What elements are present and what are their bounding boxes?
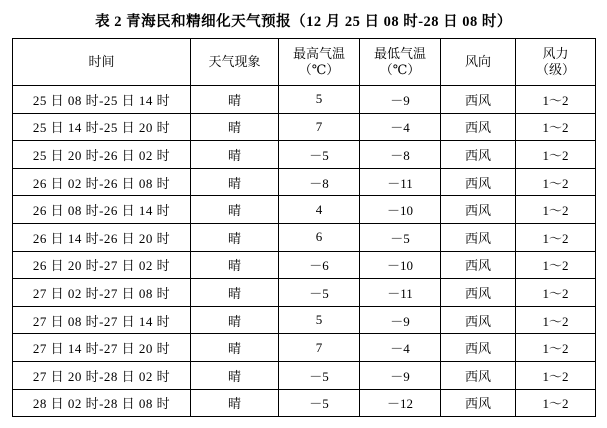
table-row [13,306,596,334]
cell-low-temp: －8 [360,141,441,169]
cell-low-temp: －12 [360,389,441,417]
cell-low-temp: －11 [360,168,441,196]
table-row [13,334,596,362]
column-header-time [13,39,191,86]
cell-low-temp: －10 [360,251,441,279]
cell-wind-level: 1～2 [516,306,596,334]
cell-wind-direction: 西风 [441,141,516,169]
table-row [13,389,596,417]
cell-phenomenon: 晴 [191,251,279,279]
cell-wind-level: 1～2 [516,279,596,307]
column-header-wind-level-line2: （级） [535,62,575,77]
table-row [13,113,596,141]
cell-wind-level: 1～2 [516,113,596,141]
column-header-high-temp-line2: （℃） [298,62,340,77]
column-header-high-temp-line1: 最高气温 [292,45,345,61]
cell-time: 27 日 20 时-28 日 02 时 [13,361,191,389]
table-header-row [13,39,596,86]
cell-phenomenon: 晴 [191,168,279,196]
cell-phenomenon: 晴 [191,279,279,307]
cell-high-temp: －5 [279,361,360,389]
cell-phenomenon: 晴 [191,113,279,141]
cell-low-temp: －4 [360,113,441,141]
cell-high-temp: 6 [279,223,360,251]
cell-time: 25 日 14 时-25 日 20 时 [13,113,191,141]
cell-wind-direction: 西风 [441,113,516,141]
cell-low-temp: －9 [360,306,441,334]
column-header-wind-level-line1: 风力 [542,45,569,61]
cell-phenomenon: 晴 [191,306,279,334]
cell-wind-direction: 西风 [441,361,516,389]
cell-time: 27 日 02 时-27 日 08 时 [13,279,191,307]
table-row [13,223,596,251]
cell-wind-direction: 西风 [441,196,516,224]
column-header-wind-direction [441,39,516,86]
cell-wind-level: 1～2 [516,251,596,279]
column-header-low-temp-line2: （℃） [379,62,421,77]
cell-low-temp: －4 [360,334,441,362]
cell-phenomenon: 晴 [191,334,279,362]
cell-phenomenon: 晴 [191,196,279,224]
column-header-phenomenon [191,39,279,86]
cell-phenomenon: 晴 [191,389,279,417]
table-row [13,361,596,389]
cell-time: 27 日 14 时-27 日 20 时 [13,334,191,362]
cell-wind-level: 1～2 [516,86,596,114]
cell-low-temp: －10 [360,196,441,224]
cell-time: 28 日 02 时-28 日 08 时 [13,389,191,417]
cell-phenomenon: 晴 [191,141,279,169]
cell-wind-level: 1～2 [516,334,596,362]
cell-wind-direction: 西风 [441,389,516,417]
cell-high-temp: 7 [279,113,360,141]
cell-wind-level: 1～2 [516,223,596,251]
cell-wind-direction: 西风 [441,279,516,307]
cell-time: 26 日 14 时-26 日 20 时 [13,223,191,251]
cell-time: 25 日 08 时-25 日 14 时 [13,86,191,114]
cell-time: 25 日 20 时-26 日 02 时 [13,141,191,169]
column-header-high-temp [279,39,360,86]
cell-high-temp: －5 [279,389,360,417]
cell-high-temp: 5 [279,306,360,334]
cell-phenomenon: 晴 [191,86,279,114]
column-header-low-temp-line1: 最低气温 [373,45,426,61]
cell-time: 27 日 08 时-27 日 14 时 [13,306,191,334]
cell-high-temp: 5 [279,86,360,114]
cell-wind-direction: 西风 [441,223,516,251]
cell-wind-direction: 西风 [441,251,516,279]
cell-time: 26 日 02 时-26 日 08 时 [13,168,191,196]
column-header-time-line1: 时间 [88,53,115,69]
table-row [13,251,596,279]
cell-wind-level: 1～2 [516,168,596,196]
column-header-phenomenon-line1: 天气现象 [208,53,261,69]
cell-time: 26 日 08 时-26 日 14 时 [13,196,191,224]
cell-time: 26 日 20 时-27 日 02 时 [13,251,191,279]
table-row [13,279,596,307]
cell-phenomenon: 晴 [191,223,279,251]
cell-wind-direction: 西风 [441,334,516,362]
cell-wind-level: 1～2 [516,196,596,224]
column-header-wind-direction-line1: 风向 [464,53,491,69]
cell-high-temp: －5 [279,141,360,169]
table-row [13,86,596,114]
weather-forecast-table [12,38,596,417]
cell-high-temp: －8 [279,168,360,196]
cell-low-temp: －9 [360,361,441,389]
cell-wind-direction: 西风 [441,86,516,114]
cell-wind-level: 1～2 [516,361,596,389]
cell-high-temp: －6 [279,251,360,279]
cell-low-temp: －9 [360,86,441,114]
table-row [13,196,596,224]
column-header-wind-level [516,39,596,86]
cell-wind-level: 1～2 [516,389,596,417]
cell-phenomenon: 晴 [191,361,279,389]
cell-low-temp: －5 [360,223,441,251]
cell-high-temp: －5 [279,279,360,307]
table-body [13,86,596,417]
cell-wind-direction: 西风 [441,306,516,334]
column-header-low-temp [360,39,441,86]
table-caption: 表 2 青海民和精细化天气预报（12 月 25 日 08 时-28 日 08 时） [95,14,512,30]
table-row [13,168,596,196]
cell-high-temp: 4 [279,196,360,224]
cell-wind-level: 1～2 [516,141,596,169]
table-header [13,39,596,86]
cell-wind-direction: 西风 [441,168,516,196]
cell-high-temp: 7 [279,334,360,362]
table-row [13,141,596,169]
cell-low-temp: －11 [360,279,441,307]
